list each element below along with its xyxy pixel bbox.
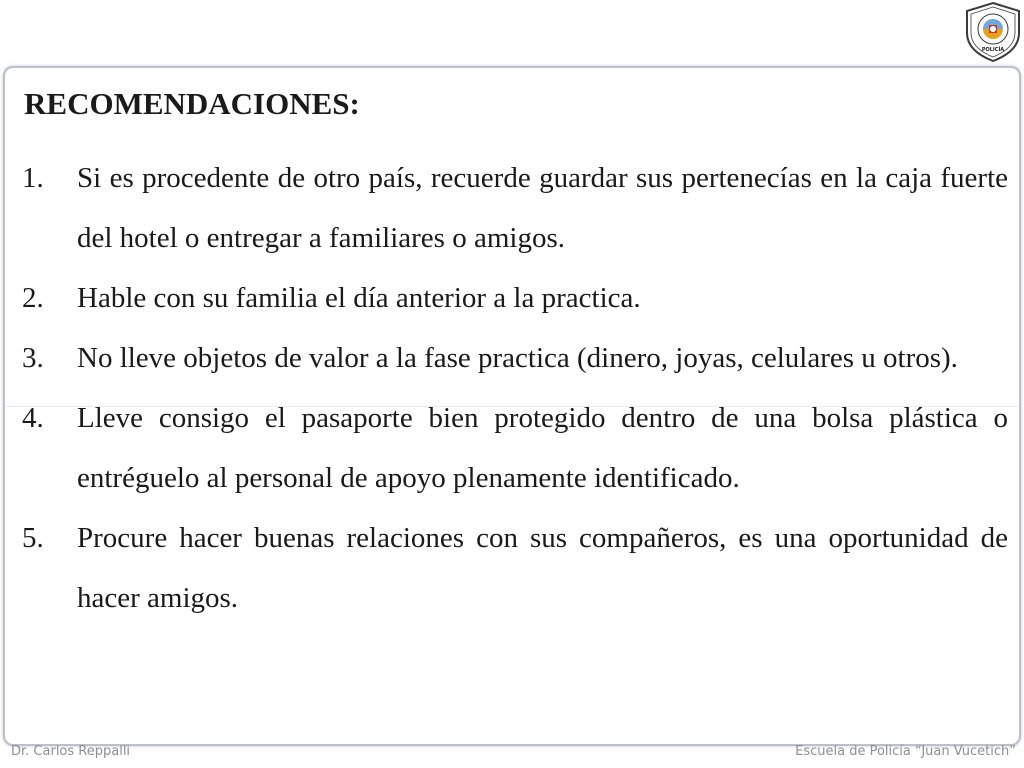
- recommendations-list: [22, 148, 1008, 628]
- list-item: [22, 328, 1008, 388]
- item-text: Lleve consigo el pasaporte bien protegido dentro de una bolsa plástica o entréguelo al personal de apoyo plenamente identificado.: [77, 402, 1008, 494]
- list-item: [22, 268, 1008, 328]
- item-number: 2.: [22, 282, 44, 314]
- slide-title: RECOMENDACIONES:: [24, 86, 360, 121]
- list-item: [22, 508, 1008, 628]
- list-item: [22, 148, 1008, 268]
- footer-author: Dr. Carlos Reppalli: [11, 744, 131, 759]
- item-text: No lleve objetos de valor a la fase practica (dinero, joyas, celulares u otros).: [77, 342, 958, 374]
- item-number: 1.: [22, 162, 44, 194]
- content-box: [3, 66, 1021, 746]
- svg-text:POLICÍA: POLICÍA: [981, 47, 1005, 53]
- police-badge-logo: [963, 1, 1023, 63]
- item-text: Hable con su familia el día anterior a la practica.: [77, 282, 641, 314]
- item-number: 3.: [22, 342, 44, 374]
- item-text: Procure hacer buenas relaciones con sus compañeros, es una oportunidad de hacer amigos.: [77, 522, 1008, 614]
- footer-institution: Escuela de Policía “Juan Vucetich”: [795, 744, 1016, 759]
- item-number: 4.: [22, 402, 44, 434]
- item-number: 5.: [22, 522, 44, 554]
- item-text: Si es procedente de otro país, recuerde guardar sus pertenecías en la caja fuerte del hotel o entregar a familiares o amigos.: [77, 162, 1008, 254]
- list-item: [22, 388, 1008, 508]
